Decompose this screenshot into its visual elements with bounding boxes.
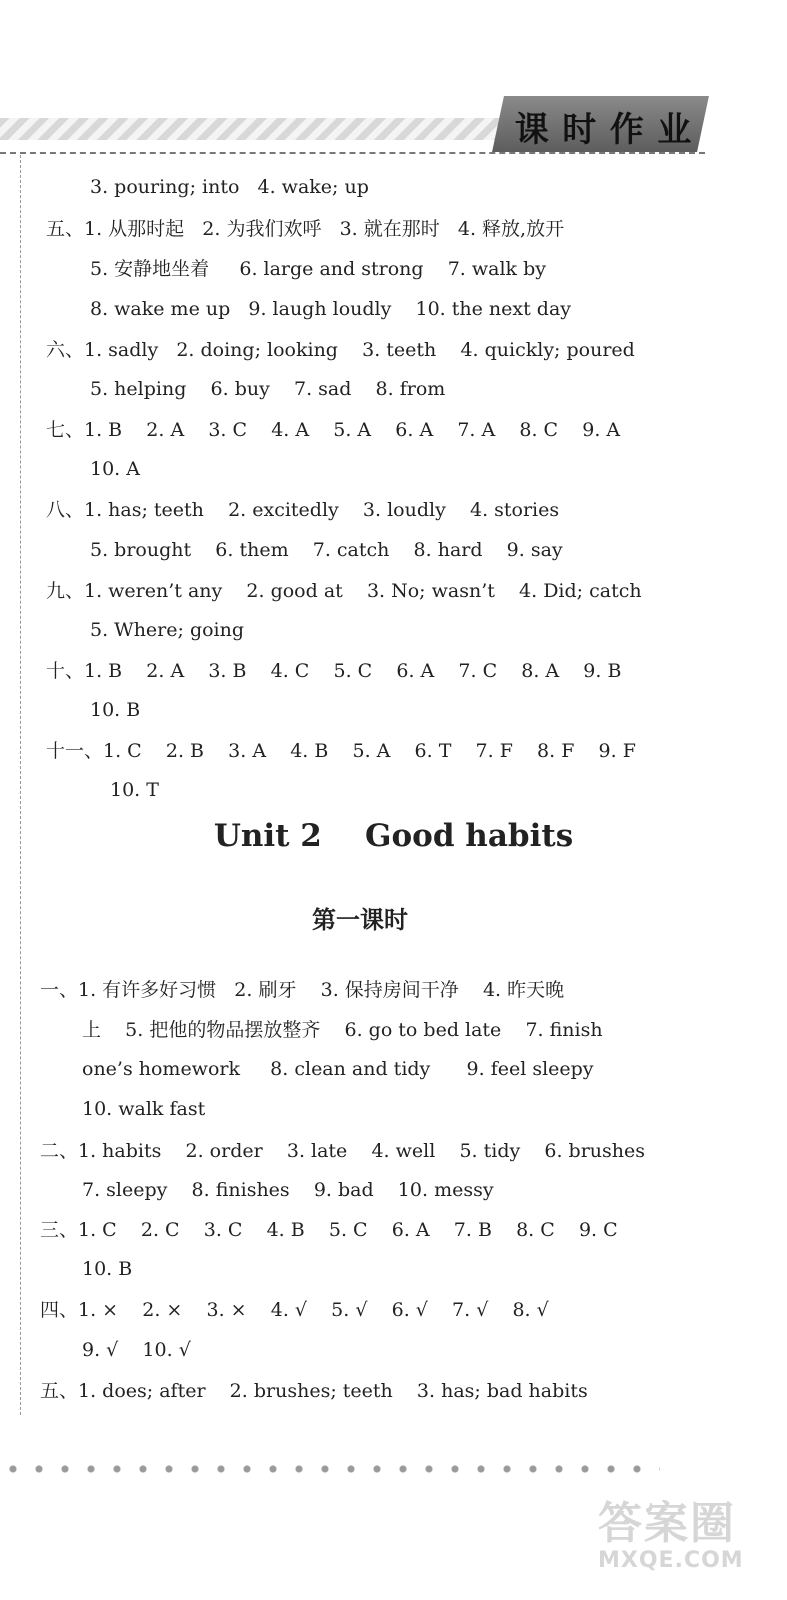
answer-line: 五、1. 从那时起 2. 为我们欢呼 3. 就在那时 4. 释放,放开 bbox=[46, 218, 565, 240]
answer-line: 8. wake me up 9. laugh loudly 10. the next day bbox=[90, 298, 572, 320]
answer-line: 10. B bbox=[90, 699, 141, 721]
answer-line: 5. Where; going bbox=[90, 619, 245, 641]
answer-line: 十一、1. C 2. B 3. A 4. B 5. A 6. T 7. F 8. F 9. F bbox=[46, 740, 636, 762]
answer-line: 九、1. weren’t any 2. good at 3. No; wasn’t 4. Did; catch bbox=[46, 580, 642, 602]
watermark-url: MXQE.COM bbox=[598, 1548, 744, 1573]
answer-line: 10. A bbox=[90, 458, 140, 480]
unit-title: Unit 2 Good habits bbox=[213, 818, 574, 854]
answer-line: 八、1. has; teeth 2. excitedly 3. loudly 4. stories bbox=[46, 499, 560, 521]
answer-line: one’s homework 8. clean and tidy 9. feel sleepy bbox=[82, 1058, 594, 1080]
answer-line: 10. B bbox=[82, 1258, 133, 1280]
header-title bbox=[510, 100, 700, 152]
answer-line: 7. sleepy 8. finishes 9. bad 10. messy bbox=[82, 1179, 494, 1201]
answer-line: 五、1. does; after 2. brushes; teeth 3. has; bad habits bbox=[40, 1380, 588, 1402]
answer-line: 上 5. 把他的物品摆放整齐 6. go to bed late 7. finish bbox=[82, 1019, 603, 1041]
answer-line: 二、1. habits 2. order 3. late 4. well 5. tidy 6. brushes bbox=[40, 1140, 646, 1162]
header-char: 作 bbox=[609, 109, 648, 150]
header-dashed-divider bbox=[0, 152, 705, 154]
answer-line: 10. T bbox=[110, 779, 159, 801]
answer-line: 5. brought 6. them 7. catch 8. hard 9. say bbox=[90, 539, 563, 561]
answer-line: 3. pouring; into 4. wake; up bbox=[90, 176, 369, 198]
lesson-title: 第一课时 bbox=[312, 906, 408, 934]
answer-line: 10. walk fast bbox=[82, 1098, 206, 1120]
answer-line: 七、1. B 2. A 3. C 4. A 5. A 6. A 7. A 8. C 9. A bbox=[46, 419, 621, 441]
header-char: 课 bbox=[514, 109, 553, 150]
answer-line: 十、1. B 2. A 3. B 4. C 5. C 6. A 7. C 8. A 9. B bbox=[46, 660, 622, 682]
footer-dot-border bbox=[0, 1460, 660, 1478]
header-char: 业 bbox=[657, 109, 696, 150]
answer-line: 9. √ 10. √ bbox=[82, 1339, 191, 1361]
answer-line: 三、1. C 2. C 3. C 4. B 5. C 6. A 7. B 8. C 9. C bbox=[40, 1219, 618, 1241]
margin-rule bbox=[20, 155, 21, 1415]
answer-line: 六、1. sadly 2. doing; looking 3. teeth 4. quickly; poured bbox=[46, 339, 635, 361]
watermark-logo bbox=[598, 1500, 778, 1590]
answer-line: 5. helping 6. buy 7. sad 8. from bbox=[90, 378, 446, 400]
answer-line: 5. 安静地坐着 6. large and strong 7. walk by bbox=[90, 258, 546, 280]
answer-line: 四、1. × 2. × 3. × 4. √ 5. √ 6. √ 7. √ 8. √ bbox=[40, 1299, 549, 1321]
answer-line: 一、1. 有许多好习惯 2. 刷牙 3. 保持房间干净 4. 昨天晚 bbox=[40, 979, 565, 1001]
header-stripe bbox=[0, 118, 500, 140]
watermark-text: 答案圈 bbox=[598, 1498, 736, 1549]
header-char: 时 bbox=[562, 109, 601, 150]
